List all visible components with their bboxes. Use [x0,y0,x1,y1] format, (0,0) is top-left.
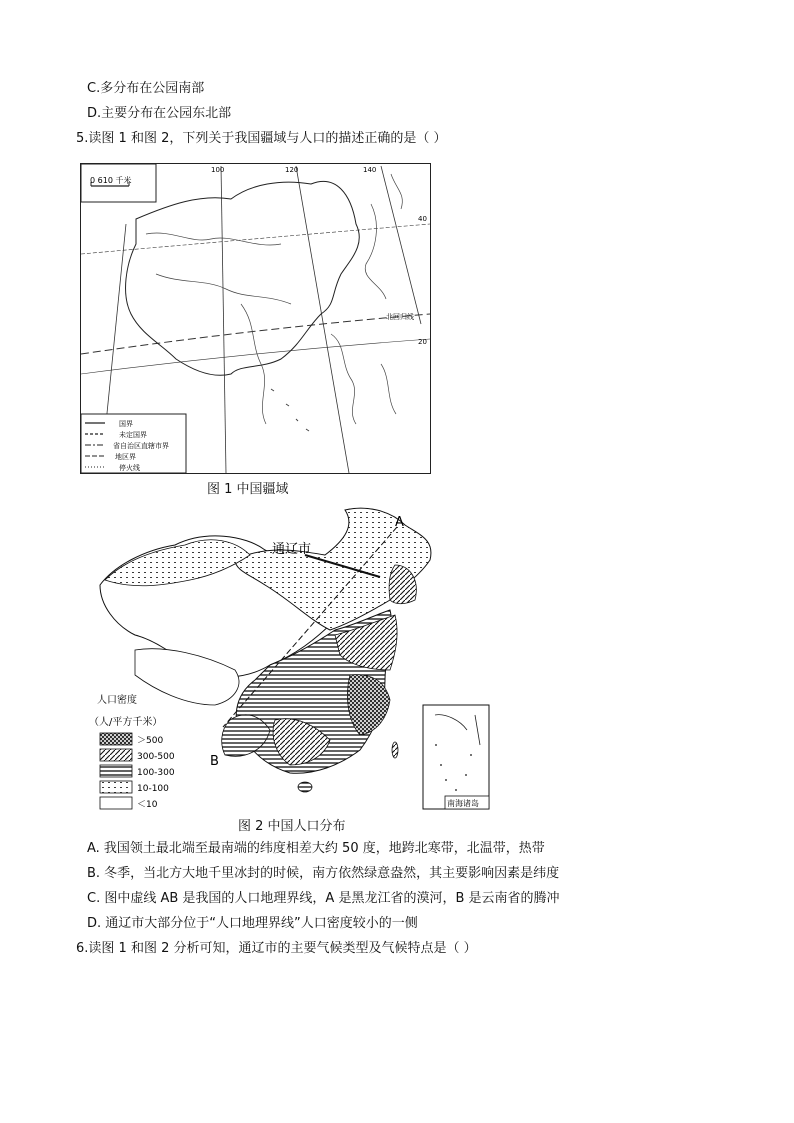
figure-1-caption: 图 1 中国疆域 [207,482,289,497]
legend-item-4: 10-100 [137,784,169,794]
legend-title: 人口密度 [97,695,137,706]
lon-140: 140 [363,166,377,174]
legend-item-2: 300-500 [137,752,175,762]
legend-item-3: 100-300 [137,768,175,778]
figure-2-svg [95,505,495,813]
q5-option-b: B. 冬季，当北方大地千里冰封的时候，南方依然绿意盎然，其主要影响因素是纬度 [87,866,560,881]
q5-option-a: A. 我国领土最北端至最南端的纬度相差大约 50 度，地跨北寒带，北温带，热带 [87,841,545,856]
legend-unit: （人/平方千米） [95,717,163,728]
option-d: D.主要分布在公园东北部 [87,106,232,121]
figure-1-svg [81,164,430,473]
q5-option-d: D. 通辽市大部分位于“人口地理界线”人口密度较小的一侧 [87,916,418,931]
scale-label: 0 610 千米 [90,176,132,185]
question-5-stem: 5.读图 1 和图 2，下列关于我国疆域与人口的描述正确的是（ ） [76,131,447,146]
legend-undefined-border: 未定国界 [119,431,147,439]
option-c: C.多分布在公园南部 [87,81,205,96]
tropic-label: 北回归线 [386,313,414,321]
legend-national-border: 国界 [119,420,133,428]
legend-item-1: ＞500 [137,736,164,746]
lat-20: 20 [418,338,427,346]
figure-2-map [95,505,495,813]
label-a: A [395,515,404,530]
figure-1-map [80,163,431,474]
legend-district-border: 地区界 [115,453,136,461]
lon-100: 100 [211,166,225,174]
question-6-stem: 6.读图 1 和图 2 分析可知，通辽市的主要气候类型及气候特点是（ ） [76,941,477,956]
label-b: B [210,754,219,769]
q5-option-c: C. 图中虚线 AB 是我国的人口地理界线，A 是黑龙江省的漠河，B 是云南省的腾冲 [87,891,560,906]
legend-ceasefire-line: 停火线 [119,464,140,472]
lon-120: 120 [285,166,299,174]
inset-label: 南海诸岛 [447,799,479,808]
lat-40: 40 [418,215,427,223]
legend-item-5: ＜10 [137,800,158,810]
legend-provincial-border: 省自治区直辖市界 [113,442,169,450]
tongliao-label: 通辽市 [272,542,312,557]
figure-2-caption: 图 2 中国人口分布 [238,819,346,834]
